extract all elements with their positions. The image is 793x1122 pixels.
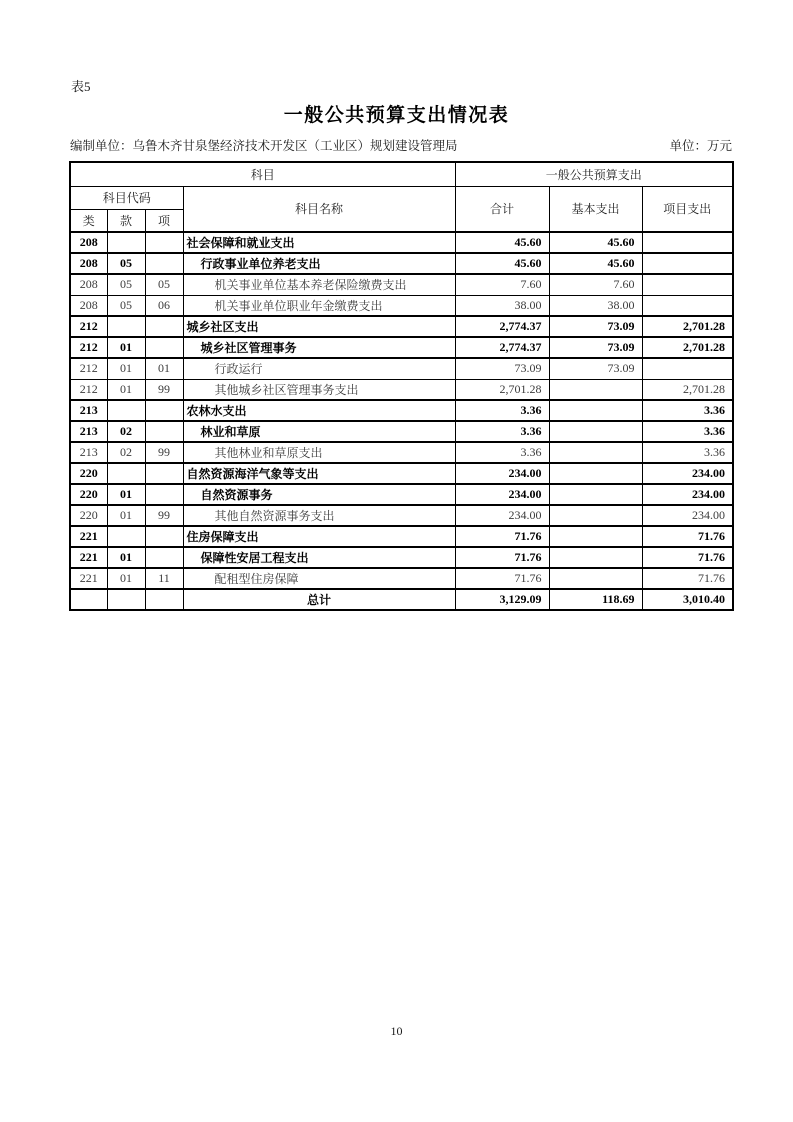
cell-basic <box>549 526 642 547</box>
table-body <box>70 232 733 610</box>
table-row <box>70 400 733 421</box>
cell-basic: 118.69 <box>549 589 642 610</box>
header-row-mid <box>70 186 733 209</box>
cell-section <box>107 316 145 337</box>
cell-item: 99 <box>145 505 183 526</box>
cell-class: 212 <box>70 337 107 358</box>
cell-class: 221 <box>70 568 107 589</box>
cell-total: 71.76 <box>455 547 549 568</box>
cell-name: 保障性安居工程支出 <box>183 547 455 568</box>
cell-name: 城乡社区管理事务 <box>183 337 455 358</box>
page-number: 10 <box>390 1024 403 1038</box>
cell-name: 农林水支出 <box>183 400 455 421</box>
cell-total: 45.60 <box>455 232 549 253</box>
cell-basic <box>549 484 642 505</box>
cell-section: 02 <box>107 421 145 442</box>
cell-section: 05 <box>107 295 145 316</box>
cell-section <box>107 526 145 547</box>
cell-basic <box>549 463 642 484</box>
table-row <box>70 316 733 337</box>
cell-total: 3.36 <box>455 442 549 463</box>
cell-name: 城乡社区支出 <box>183 316 455 337</box>
cell-name: 自然资源海洋气象等支出 <box>183 463 455 484</box>
cell-class: 220 <box>70 484 107 505</box>
cell-total: 3.36 <box>455 400 549 421</box>
cell-section: 05 <box>107 253 145 274</box>
cell-total: 45.60 <box>455 253 549 274</box>
cell-project <box>642 274 733 295</box>
cell-item <box>145 463 183 484</box>
cell-basic: 73.09 <box>549 316 642 337</box>
cell-section: 01 <box>107 337 145 358</box>
cell-project: 3.36 <box>642 421 733 442</box>
cell-basic <box>549 505 642 526</box>
cell-total: 3,129.09 <box>455 589 549 610</box>
cell-name: 机关事业单位职业年金缴费支出 <box>183 295 455 316</box>
cell-total: 2,701.28 <box>455 379 549 400</box>
header-project: 项目支出 <box>642 186 733 232</box>
cell-item <box>145 400 183 421</box>
table-row <box>70 442 733 463</box>
cell-total: 234.00 <box>455 484 549 505</box>
cell-item <box>145 526 183 547</box>
cell-class: 220 <box>70 463 107 484</box>
cell-basic: 45.60 <box>549 253 642 274</box>
table-row <box>70 421 733 442</box>
cell-name: 林业和草原 <box>183 421 455 442</box>
cell-section: 01 <box>107 484 145 505</box>
cell-basic: 73.09 <box>549 358 642 379</box>
cell-class: 208 <box>70 253 107 274</box>
cell-project: 3,010.40 <box>642 589 733 610</box>
table-row <box>70 526 733 547</box>
cell-project: 71.76 <box>642 526 733 547</box>
cell-class: 213 <box>70 421 107 442</box>
cell-class: 221 <box>70 547 107 568</box>
table-row <box>70 253 733 274</box>
cell-project <box>642 253 733 274</box>
table-row <box>70 568 733 589</box>
page-title: 一般公共预算支出情况表 <box>283 105 510 126</box>
cell-section <box>107 589 145 610</box>
cell-section <box>107 463 145 484</box>
cell-class: 212 <box>70 316 107 337</box>
cell-section: 01 <box>107 379 145 400</box>
cell-project: 234.00 <box>642 463 733 484</box>
header-class: 类 <box>70 209 107 232</box>
cell-project <box>642 295 733 316</box>
cell-name: 机关事业单位基本养老保险缴费支出 <box>183 274 455 295</box>
cell-basic: 38.00 <box>549 295 642 316</box>
cell-project: 2,701.28 <box>642 316 733 337</box>
cell-name: 行政运行 <box>183 358 455 379</box>
header-budget-group: 一般公共预算支出 <box>455 162 733 186</box>
cell-section <box>107 232 145 253</box>
cell-item <box>145 484 183 505</box>
cell-section <box>107 400 145 421</box>
cell-project: 71.76 <box>642 568 733 589</box>
cell-total: 7.60 <box>455 274 549 295</box>
cell-project: 2,701.28 <box>642 337 733 358</box>
table-row <box>70 484 733 505</box>
header-subject-code: 科目代码 <box>70 186 183 209</box>
cell-class: 212 <box>70 379 107 400</box>
cell-basic <box>549 421 642 442</box>
cell-project: 71.76 <box>642 547 733 568</box>
cell-basic <box>549 442 642 463</box>
cell-name: 总计 <box>183 589 455 610</box>
cell-item <box>145 421 183 442</box>
cell-project <box>642 358 733 379</box>
cell-class: 208 <box>70 232 107 253</box>
cell-item: 99 <box>145 442 183 463</box>
cell-total: 2,774.37 <box>455 316 549 337</box>
table-header <box>70 162 733 232</box>
table-row <box>70 379 733 400</box>
table-row-total <box>70 589 733 610</box>
cell-item <box>145 316 183 337</box>
cell-project <box>642 232 733 253</box>
cell-section: 01 <box>107 568 145 589</box>
cell-basic <box>549 400 642 421</box>
cell-project: 234.00 <box>642 484 733 505</box>
header-subject-name: 科目名称 <box>183 186 455 232</box>
cell-name: 行政事业单位养老支出 <box>183 253 455 274</box>
cell-item <box>145 337 183 358</box>
cell-class <box>70 589 107 610</box>
table-row <box>70 505 733 526</box>
header-item: 项 <box>145 209 183 232</box>
unit-note: 单位：万元 <box>669 139 732 153</box>
header-basic: 基本支出 <box>549 186 642 232</box>
cell-item: 11 <box>145 568 183 589</box>
cell-class: 208 <box>70 274 107 295</box>
table-row <box>70 463 733 484</box>
cell-item: 05 <box>145 274 183 295</box>
cell-project: 3.36 <box>642 442 733 463</box>
cell-item: 06 <box>145 295 183 316</box>
cell-basic: 7.60 <box>549 274 642 295</box>
cell-name: 其他城乡社区管理事务支出 <box>183 379 455 400</box>
cell-name: 其他自然资源事务支出 <box>183 505 455 526</box>
prepared-by-label: 编制单位：乌鲁木齐甘泉堡经济技术开发区（工业区）规划建设管理局 <box>70 139 458 153</box>
cell-name: 配租型住房保障 <box>183 568 455 589</box>
cell-item: 01 <box>145 358 183 379</box>
table-row <box>70 547 733 568</box>
meta-line <box>70 136 732 154</box>
table-row <box>70 358 733 379</box>
cell-item <box>145 253 183 274</box>
cell-class: 212 <box>70 358 107 379</box>
header-section: 款 <box>107 209 145 232</box>
table-row <box>70 274 733 295</box>
sheet-label: 表5 <box>71 79 91 94</box>
budget-table <box>69 161 734 611</box>
cell-section: 01 <box>107 505 145 526</box>
cell-project: 2,701.28 <box>642 379 733 400</box>
cell-item <box>145 232 183 253</box>
cell-class: 221 <box>70 526 107 547</box>
table-row <box>70 232 733 253</box>
cell-item <box>145 589 183 610</box>
cell-class: 208 <box>70 295 107 316</box>
cell-name: 住房保障支出 <box>183 526 455 547</box>
table-row <box>70 295 733 316</box>
cell-total: 3.36 <box>455 421 549 442</box>
cell-basic <box>549 379 642 400</box>
cell-total: 234.00 <box>455 505 549 526</box>
cell-class: 213 <box>70 400 107 421</box>
cell-item <box>145 547 183 568</box>
cell-item: 99 <box>145 379 183 400</box>
cell-section: 01 <box>107 358 145 379</box>
cell-class: 213 <box>70 442 107 463</box>
cell-basic <box>549 568 642 589</box>
cell-name: 自然资源事务 <box>183 484 455 505</box>
table-row <box>70 337 733 358</box>
cell-class: 220 <box>70 505 107 526</box>
cell-basic: 73.09 <box>549 337 642 358</box>
cell-total: 38.00 <box>455 295 549 316</box>
cell-total: 2,774.37 <box>455 337 549 358</box>
cell-section: 02 <box>107 442 145 463</box>
cell-section: 01 <box>107 547 145 568</box>
cell-name: 其他林业和草原支出 <box>183 442 455 463</box>
cell-project: 3.36 <box>642 400 733 421</box>
cell-total: 71.76 <box>455 568 549 589</box>
header-subject: 科目 <box>70 162 455 186</box>
cell-basic <box>549 547 642 568</box>
header-row-groups <box>70 162 733 186</box>
header-total: 合计 <box>455 186 549 232</box>
cell-name: 社会保障和就业支出 <box>183 232 455 253</box>
cell-total: 73.09 <box>455 358 549 379</box>
cell-total: 71.76 <box>455 526 549 547</box>
cell-total: 234.00 <box>455 463 549 484</box>
cell-basic: 45.60 <box>549 232 642 253</box>
cell-section: 05 <box>107 274 145 295</box>
cell-project: 234.00 <box>642 505 733 526</box>
